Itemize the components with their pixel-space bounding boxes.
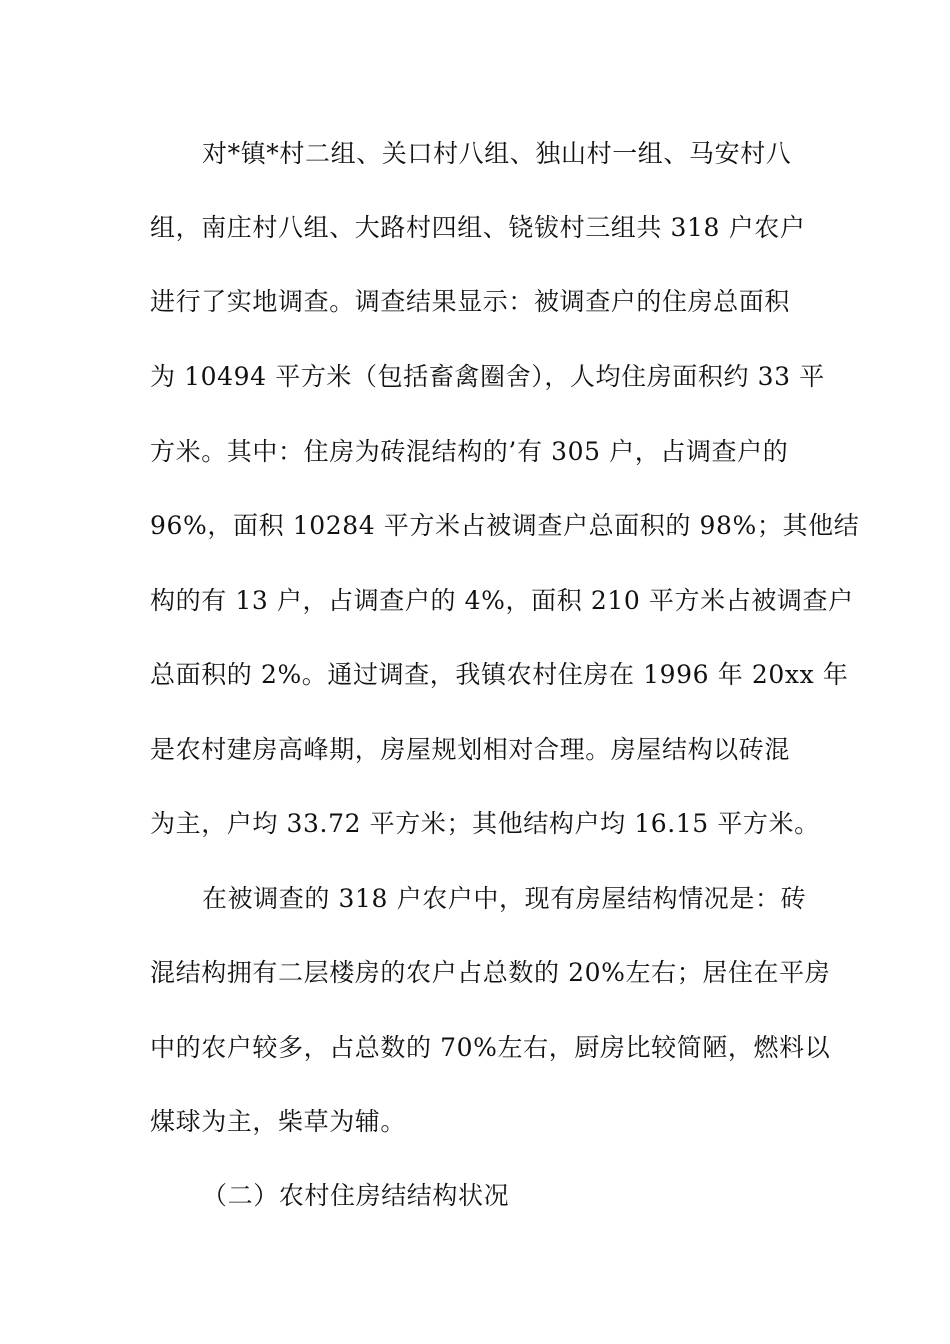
text-line: 组，南庄村八组、大路村四组、铙钹村三组共 318 户农户	[150, 213, 806, 242]
text-line: 在被调查的 318 户农户中，现有房屋结构情况是：砖	[202, 884, 807, 913]
text-line: 对*镇*村二组、关口村八组、独山村一组、马安村八	[202, 139, 792, 168]
text-line: 为主，户均 33.72 平方米；其他结构户均 16.15 平方米。	[150, 809, 820, 838]
section-heading: （二）农村住房结结构状况	[202, 1181, 510, 1210]
text-line: 总面积的 2%。通过调查，我镇农村住房在 1996 年 20xx 年	[150, 660, 849, 689]
text-line: 煤球为主，柴草为辅。	[150, 1107, 407, 1136]
text-line: 混结构拥有二层楼房的农户占总数的 20%左右；居住在平房	[150, 958, 831, 987]
text-line: 进行了实地调查。调查结果显示：被调查户的住房总面积	[150, 287, 791, 316]
text-line: 96%，面积 10284 平方米占被调查户总面积的 98%；其他结	[150, 511, 860, 540]
text-line: 方米。其中：住房为砖混结构的’有 305 户，占调查户的	[150, 437, 789, 466]
text-line: 中的农户较多，占总数的 70%左右，厨房比较简陋，燃料以	[150, 1033, 831, 1062]
text-line: 构的有 13 户，占调查户的 4%，面积 210 平方米占被调查户	[150, 586, 854, 615]
text-line: 为 10494 平方米（包括畜禽圈舍），人均住房面积约 33 平	[150, 362, 825, 391]
text-line: 是农村建房高峰期，房屋规划相对合理。房屋结构以砖混	[150, 735, 791, 764]
